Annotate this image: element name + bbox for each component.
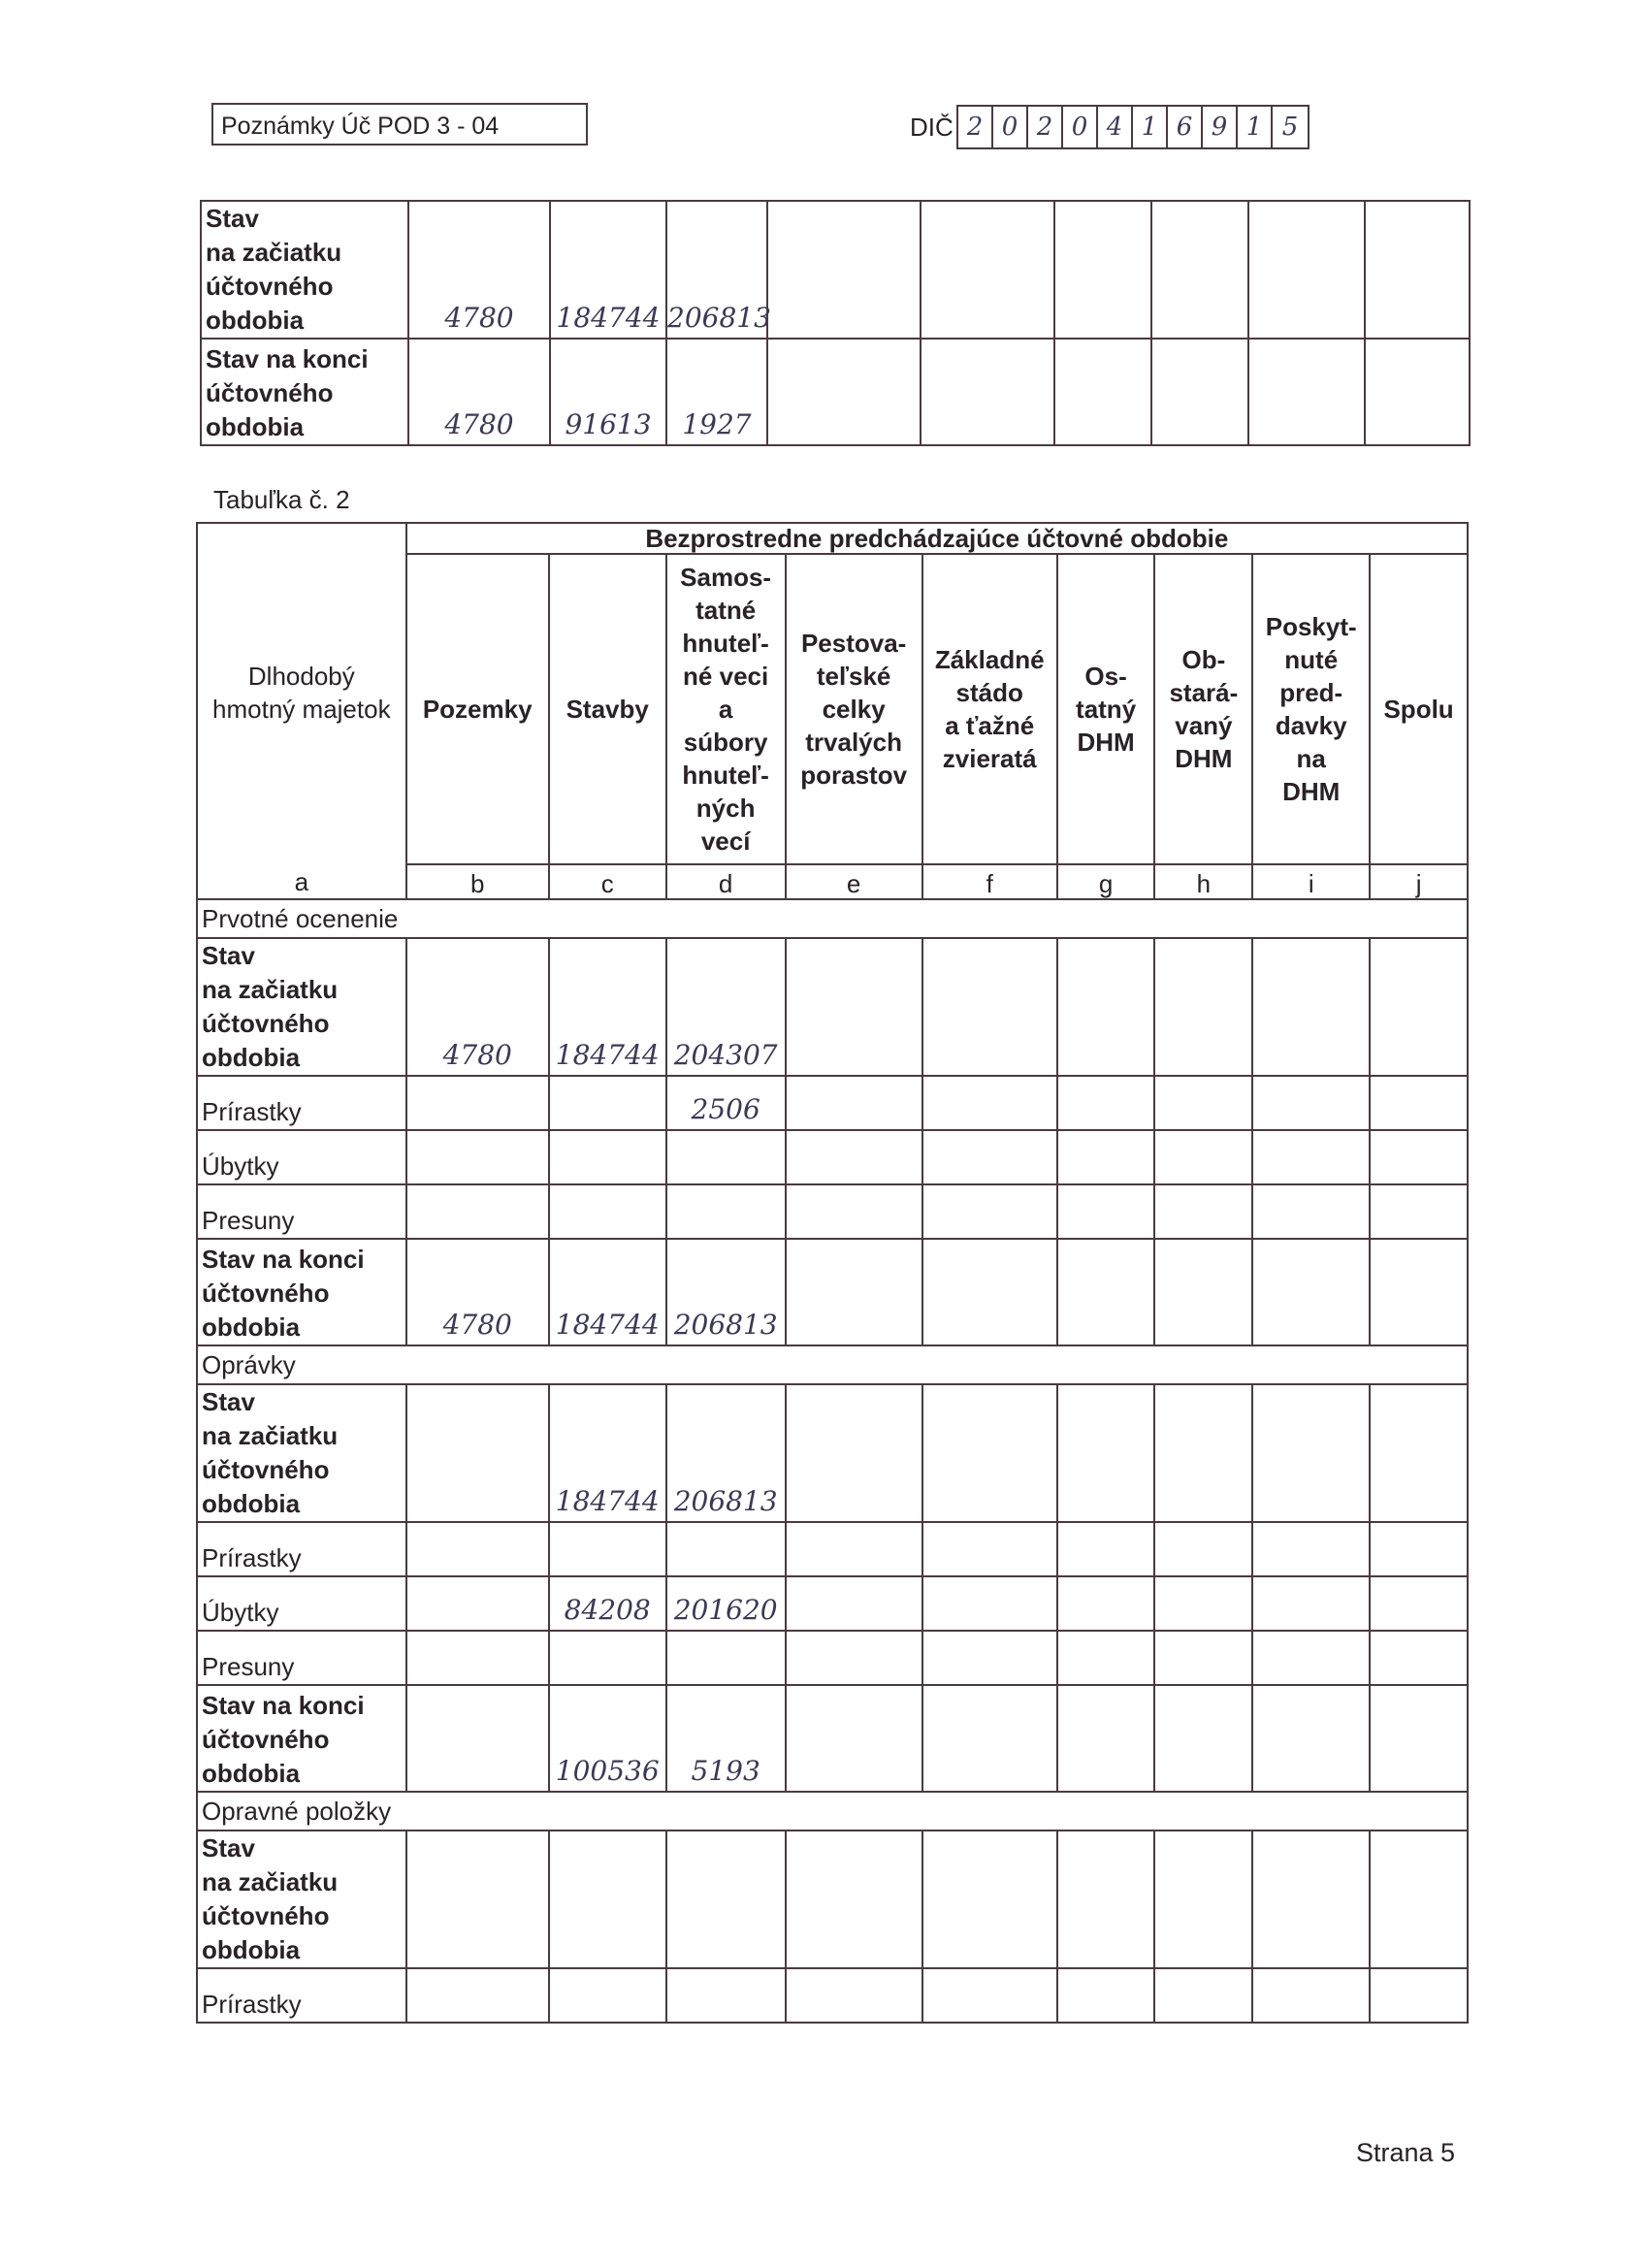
row-label: Prírastky — [197, 1076, 406, 1130]
value-cell — [1370, 1685, 1468, 1792]
value-cell — [767, 201, 921, 339]
value-cell: 184744 — [549, 1239, 666, 1345]
column-letter: j — [1370, 864, 1468, 899]
section-row — [197, 899, 1468, 938]
row-label: Stav na začiatku účtovného obdobia — [197, 1384, 406, 1522]
section-title: Oprávky — [197, 1345, 1468, 1384]
value-cell — [1057, 1631, 1155, 1685]
dic-digit: 0 — [1063, 107, 1098, 147]
form-label-box — [211, 103, 588, 146]
row-label: Stav na konci účtovného obdobia — [201, 339, 408, 445]
dic-digit: 5 — [1281, 113, 1299, 142]
row-label: Prírastky — [197, 1522, 406, 1576]
value-cell — [1054, 339, 1151, 445]
column-a-header — [197, 523, 406, 899]
dic-digit: 9 — [1203, 107, 1238, 147]
value-cell — [786, 1522, 922, 1576]
value-cell — [1154, 1631, 1252, 1685]
value-cell — [921, 201, 1054, 339]
value-cell: 5193 — [666, 1685, 786, 1792]
table-row — [197, 1968, 1468, 2023]
value-cell — [1057, 1831, 1155, 1968]
value-cell: 4780 — [408, 339, 550, 445]
value-cell — [786, 1184, 922, 1239]
dic-digit: 6 — [1168, 107, 1203, 147]
row-label: Stav na konci účtovného obdobia — [197, 1239, 406, 1345]
value-cell — [1054, 201, 1151, 339]
column-title: Samos- tatné hnuteľ- né veci a súbory hnuteľ- ných vecí — [666, 554, 786, 864]
value-cell — [1252, 1076, 1370, 1130]
value-cell — [1252, 1522, 1370, 1576]
page-number: Strana 5 — [1356, 2138, 1456, 2167]
value-cell — [549, 1184, 666, 1239]
column-letter: i — [1252, 864, 1370, 899]
value-cell — [1057, 1576, 1155, 1631]
value-cell — [1370, 1184, 1468, 1239]
row-label: Stav na konci účtovného obdobia — [197, 1685, 406, 1792]
value-cell: 206813 — [666, 201, 767, 339]
value-cell — [1252, 1968, 1370, 2023]
value-cell — [549, 1968, 666, 2023]
value-cell — [1154, 1239, 1252, 1345]
value-cell — [786, 1576, 922, 1631]
value-cell — [1252, 1130, 1370, 1184]
value-cell — [406, 1184, 549, 1239]
table-row — [197, 1631, 1468, 1685]
value-cell — [922, 1184, 1057, 1239]
value-cell — [1370, 1076, 1468, 1130]
table-row — [197, 938, 1468, 1076]
dic-digit: 1 — [1133, 107, 1168, 147]
row-label: Stav na začiatku účtovného obdobia — [197, 1831, 406, 1968]
value-cell — [549, 1130, 666, 1184]
value-cell — [1057, 1184, 1155, 1239]
column-letter: c — [549, 864, 666, 899]
value-cell — [1252, 1685, 1370, 1792]
row-label: Prírastky — [197, 1968, 406, 2023]
group-header: Bezprostredne predchádzajúce účtovné obdobie — [406, 523, 1468, 554]
value-cell — [1252, 1384, 1370, 1522]
column-title: Spolu — [1370, 554, 1468, 864]
value-cell — [1370, 1968, 1468, 2023]
value-cell — [1370, 1576, 1468, 1631]
table-row — [197, 1685, 1468, 1792]
value-cell — [1370, 1631, 1468, 1685]
value-cell — [1154, 1831, 1252, 1968]
value-cell — [921, 339, 1054, 445]
column-letter: b — [406, 864, 549, 899]
column-letter: f — [922, 864, 1057, 899]
value-cell — [1252, 1831, 1370, 1968]
value-cell — [1154, 1968, 1252, 2023]
row-label: Presuny — [197, 1631, 406, 1685]
value-cell — [922, 1130, 1057, 1184]
value-cell — [922, 1076, 1057, 1130]
row-label: Presuny — [197, 1184, 406, 1239]
value-cell — [1057, 1384, 1155, 1522]
value-cell — [1057, 1968, 1155, 2023]
column-title: Poskyt- nuté pred- davky na DHM — [1252, 554, 1370, 864]
row-label: Úbytky — [197, 1130, 406, 1184]
dic-digit: 1 — [1238, 107, 1273, 147]
value-cell — [1151, 201, 1248, 339]
table-1 — [200, 200, 1471, 446]
row-label: Úbytky — [197, 1576, 406, 1631]
value-cell — [666, 1968, 786, 2023]
value-cell: 201620 — [666, 1576, 786, 1631]
value-cell — [1252, 938, 1370, 1076]
column-letter: h — [1154, 864, 1252, 899]
dic-digit: 2 — [958, 107, 993, 147]
value-cell — [767, 339, 921, 445]
value-cell — [1154, 1384, 1252, 1522]
value-cell — [549, 1831, 666, 1968]
value-cell — [1154, 1576, 1252, 1631]
value-cell: 184744 — [549, 938, 666, 1076]
table-row — [201, 339, 1470, 445]
value-cell: 91613 — [550, 339, 666, 445]
value-cell — [1154, 1130, 1252, 1184]
value-cell — [1370, 938, 1468, 1076]
value-cell — [922, 1631, 1057, 1685]
value-cell — [1248, 339, 1365, 445]
value-cell — [922, 1522, 1057, 1576]
value-cell — [1154, 1685, 1252, 1792]
value-cell — [1252, 1631, 1370, 1685]
value-cell — [1252, 1239, 1370, 1345]
value-cell — [1057, 938, 1155, 1076]
value-cell — [1151, 339, 1248, 445]
value-cell — [549, 1631, 666, 1685]
value-cell: 4780 — [408, 201, 550, 339]
column-letter: a — [294, 867, 309, 896]
dic-field — [956, 105, 1310, 149]
value-cell — [922, 1384, 1057, 1522]
value-cell: 100536 — [549, 1685, 666, 1792]
row-label: Stav na začiatku účtovného obdobia — [201, 201, 408, 339]
value-cell: 84208 — [549, 1576, 666, 1631]
value-cell — [1154, 1522, 1252, 1576]
table-2 — [196, 522, 1469, 2024]
value-cell — [922, 1831, 1057, 1968]
value-cell — [922, 1576, 1057, 1631]
value-cell — [1154, 1184, 1252, 1239]
table-row — [197, 1576, 1468, 1631]
value-cell — [1370, 1522, 1468, 1576]
section-title: Prvotné ocenenie — [197, 899, 1468, 938]
value-cell — [786, 1831, 922, 1968]
value-cell — [406, 1384, 549, 1522]
value-cell — [549, 1076, 666, 1130]
table-row — [197, 1130, 1468, 1184]
value-cell — [666, 1631, 786, 1685]
column-title: Základné stádo a ťažné zvieratá — [922, 554, 1057, 864]
value-cell — [1057, 1076, 1155, 1130]
value-cell — [1154, 938, 1252, 1076]
value-cell — [1057, 1239, 1155, 1345]
value-cell — [406, 1130, 549, 1184]
value-cell — [666, 1522, 786, 1576]
column-letter: g — [1057, 864, 1155, 899]
value-cell — [786, 1631, 922, 1685]
value-cell: 204307 — [666, 938, 786, 1076]
section-row — [197, 1345, 1468, 1384]
value-cell — [406, 1576, 549, 1631]
column-title: Pozemky — [406, 554, 549, 864]
section-title: Opravné položky — [197, 1792, 1468, 1831]
value-cell — [922, 1239, 1057, 1345]
column-title: Pestova- teľské celky trvalých porastov — [786, 554, 922, 864]
form-label: Poznámky Úč POD 3 - 04 — [221, 113, 500, 140]
value-cell — [1365, 339, 1470, 445]
value-cell: 206813 — [666, 1384, 786, 1522]
value-cell — [666, 1831, 786, 1968]
section-row — [197, 1792, 1468, 1831]
value-cell — [406, 1968, 549, 2023]
value-cell: 206813 — [666, 1239, 786, 1345]
value-cell — [406, 1076, 549, 1130]
dic-digit: 4 — [1098, 107, 1133, 147]
value-cell — [786, 1076, 922, 1130]
value-cell — [922, 1968, 1057, 2023]
value-cell — [549, 1522, 666, 1576]
value-cell — [786, 1968, 922, 2023]
table-row — [197, 1384, 1468, 1522]
value-cell: 1927 — [666, 339, 767, 445]
value-cell — [786, 1239, 922, 1345]
dic-digit: 0 — [993, 107, 1028, 147]
row-label: Stav na začiatku účtovného obdobia — [197, 938, 406, 1076]
value-cell — [1057, 1685, 1155, 1792]
value-cell — [1365, 201, 1470, 339]
value-cell — [406, 1831, 549, 1968]
column-letter: e — [786, 864, 922, 899]
table-row — [197, 1076, 1468, 1130]
value-cell — [406, 1631, 549, 1685]
dic-digit: 2 — [1028, 107, 1063, 147]
value-cell — [1057, 1130, 1155, 1184]
column-title: Os- tatný DHM — [1057, 554, 1155, 864]
value-cell: 184744 — [549, 1384, 666, 1522]
value-cell — [786, 1130, 922, 1184]
column-title: Stavby — [549, 554, 666, 864]
table-row — [197, 1184, 1468, 1239]
value-cell — [1370, 1384, 1468, 1522]
table-2-caption: Tabuľka č. 2 — [213, 485, 350, 514]
column-title: Dlhodobý hmotný majetok — [212, 662, 391, 724]
value-cell — [786, 1685, 922, 1792]
value-cell: 184744 — [550, 201, 666, 339]
column-title: Ob- stará- vaný DHM — [1154, 554, 1252, 864]
value-cell — [922, 1685, 1057, 1792]
value-cell — [922, 938, 1057, 1076]
value-cell — [1370, 1130, 1468, 1184]
value-cell — [666, 1184, 786, 1239]
table-row — [197, 1522, 1468, 1576]
value-cell: 2506 — [666, 1076, 786, 1130]
value-cell — [786, 1384, 922, 1522]
value-cell: 4780 — [406, 1239, 549, 1345]
value-cell: 4780 — [406, 938, 549, 1076]
value-cell — [1370, 1831, 1468, 1968]
value-cell — [1248, 201, 1365, 339]
dic-label: DIČ — [910, 113, 954, 142]
value-cell — [666, 1130, 786, 1184]
value-cell — [1057, 1522, 1155, 1576]
value-cell — [786, 938, 922, 1076]
column-letter: d — [666, 864, 786, 899]
value-cell — [406, 1685, 549, 1792]
value-cell — [1252, 1184, 1370, 1239]
value-cell — [1154, 1076, 1252, 1130]
value-cell — [1370, 1239, 1468, 1345]
value-cell — [1252, 1576, 1370, 1631]
table-row — [197, 1239, 1468, 1345]
table-row — [197, 1831, 1468, 1968]
value-cell — [406, 1522, 549, 1576]
table-row — [201, 201, 1470, 339]
